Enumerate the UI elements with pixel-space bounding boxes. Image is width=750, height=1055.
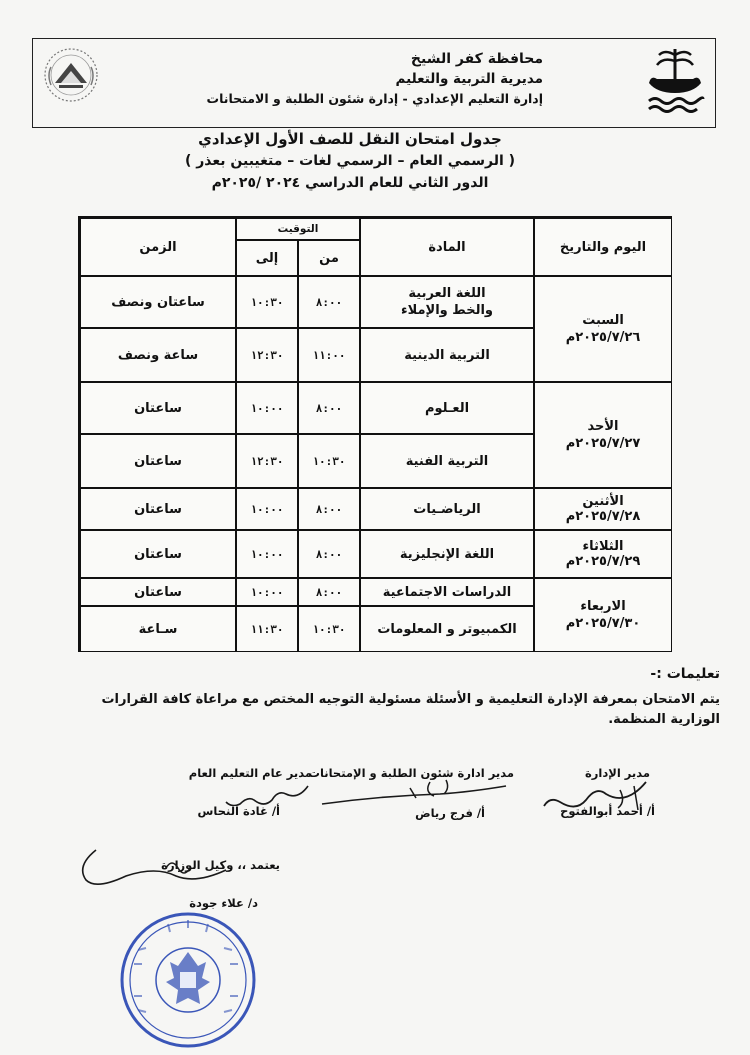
title-session: الدور الثاني للعام الدراسي ٢٠٢٤ /٢٠٢٥م bbox=[211, 175, 489, 191]
letterhead-text bbox=[206, 49, 543, 109]
exam-titles bbox=[160, 128, 540, 194]
approval-signature-icon bbox=[66, 846, 236, 896]
title-categories: ( الرسمي العام – الرسمي لغات – متغيبين بعذر ) bbox=[184, 153, 516, 169]
time-from: ٨:٠٠ bbox=[298, 488, 360, 530]
time-to: ١٠:٠٠ bbox=[236, 578, 298, 606]
day-date: ٢٠٢٥/٧/٣٠م bbox=[565, 616, 641, 631]
admin-director-name: أ/ أحمد أبوالفتوح bbox=[560, 804, 655, 818]
ministry-logo-icon bbox=[41, 45, 101, 109]
admin-director-title: مدير الإدارة bbox=[585, 766, 650, 780]
time-from: ٨:٠٠ bbox=[298, 530, 360, 578]
subject-cell: العـلوم bbox=[360, 382, 534, 434]
header-day-date: اليوم والتاريخ bbox=[534, 218, 672, 276]
exam-schedule-table bbox=[78, 216, 672, 652]
general-director-title: مدير عام التعليم العام bbox=[188, 766, 312, 780]
day-name: الأحد bbox=[587, 419, 619, 434]
duration-cell: ساعتان bbox=[80, 488, 236, 530]
time-from: ٨:٠٠ bbox=[298, 276, 360, 328]
day-date: ٢٠٢٥/٧/٢٨م bbox=[565, 509, 641, 524]
day-name: الأثنين bbox=[582, 494, 624, 509]
governorate-logo-icon bbox=[643, 45, 707, 115]
time-to: ١٠:٠٠ bbox=[236, 382, 298, 434]
subject-cell: اللغة العربية والخط والإملاء bbox=[360, 276, 534, 328]
duration-cell: ساعة ونصف bbox=[80, 328, 236, 382]
day-monday bbox=[534, 488, 672, 530]
instructions-text: يتم الامتحان بمعرفة الإدارة التعليمية و الأسئلة مسئولية التوجيه المختص مع مراعاة كافة القرارات الوزارية المنظمة. bbox=[101, 692, 720, 727]
header-to: إلى bbox=[236, 240, 298, 276]
day-tuesday bbox=[534, 530, 672, 578]
directorate-name: مديرية التربية والتعليم bbox=[395, 71, 543, 87]
time-from: ١١:٠٠ bbox=[298, 328, 360, 382]
approval-name: د/ علاء جودة bbox=[189, 896, 258, 910]
time-to: ١٢:٣٠ bbox=[236, 434, 298, 488]
header-duration: الزمن bbox=[80, 218, 236, 276]
general-signature-icon bbox=[222, 780, 312, 806]
time-to: ١٠:٣٠ bbox=[236, 276, 298, 328]
approval-title: يعتمد ،، وكيل الوزارة bbox=[161, 858, 280, 872]
day-date: ٢٠٢٥/٧/٢٩م bbox=[565, 554, 641, 569]
day-name: الثلاثاء bbox=[582, 539, 624, 554]
subject-cell: الكمبيوتر و المعلومات bbox=[360, 606, 534, 652]
time-to: ١٢:٣٠ bbox=[236, 328, 298, 382]
day-sunday bbox=[534, 382, 672, 488]
affairs-director-title: مدير ادارة شئون الطلبة و الإمتحانات bbox=[308, 766, 514, 780]
header-timing: التوقيت bbox=[236, 218, 360, 240]
day-date: ٢٠٢٥/٧/٢٧م bbox=[565, 436, 641, 451]
time-to: ١١:٣٠ bbox=[236, 606, 298, 652]
day-saturday bbox=[534, 276, 672, 382]
time-from: ١٠:٣٠ bbox=[298, 434, 360, 488]
header-from: من bbox=[298, 240, 360, 276]
affairs-signature-icon bbox=[320, 778, 510, 808]
duration-cell: ساعتان bbox=[80, 434, 236, 488]
duration-cell: ساعتان ونصف bbox=[80, 276, 236, 328]
time-from: ٨:٠٠ bbox=[298, 382, 360, 434]
instructions-heading: تعليمات :- bbox=[650, 666, 720, 682]
official-stamp-icon bbox=[108, 900, 268, 1050]
day-name: الاربعاء bbox=[580, 599, 626, 614]
letterhead bbox=[32, 38, 716, 128]
subject-cell: الدراسات الاجتماعية bbox=[360, 578, 534, 606]
general-director-name: أ/ غادة النحاس bbox=[197, 804, 280, 818]
time-from: ١٠:٣٠ bbox=[298, 606, 360, 652]
duration-cell: ساعتان bbox=[80, 382, 236, 434]
subject-cell: التربية الفنية bbox=[360, 434, 534, 488]
title-main: جدول امتحان النقل للصف الأول الإعدادي bbox=[198, 130, 502, 148]
affairs-director-name: أ/ فرج رياض bbox=[415, 806, 485, 820]
governorate-name: محافظة كفر الشيخ bbox=[410, 51, 543, 67]
header-subject: المادة bbox=[360, 218, 534, 276]
time-from: ٨:٠٠ bbox=[298, 578, 360, 606]
time-to: ١٠:٠٠ bbox=[236, 530, 298, 578]
duration-cell: سـاعة bbox=[80, 606, 236, 652]
duration-cell: ساعتان bbox=[80, 578, 236, 606]
department-name: إدارة التعليم الإعدادي - إدارة شئون الطلبة و الامتحانات bbox=[206, 91, 543, 106]
time-to: ١٠:٠٠ bbox=[236, 488, 298, 530]
day-wednesday bbox=[534, 578, 672, 652]
day-date: ٢٠٢٥/٧/٢٦م bbox=[565, 330, 641, 345]
subject-cell: اللغة الإنجليزية bbox=[360, 530, 534, 578]
subject-cell: التربية الدينية bbox=[360, 328, 534, 382]
subject-cell: الرياضـيات bbox=[360, 488, 534, 530]
day-name: السبت bbox=[582, 313, 624, 328]
duration-cell: ساعتان bbox=[80, 530, 236, 578]
